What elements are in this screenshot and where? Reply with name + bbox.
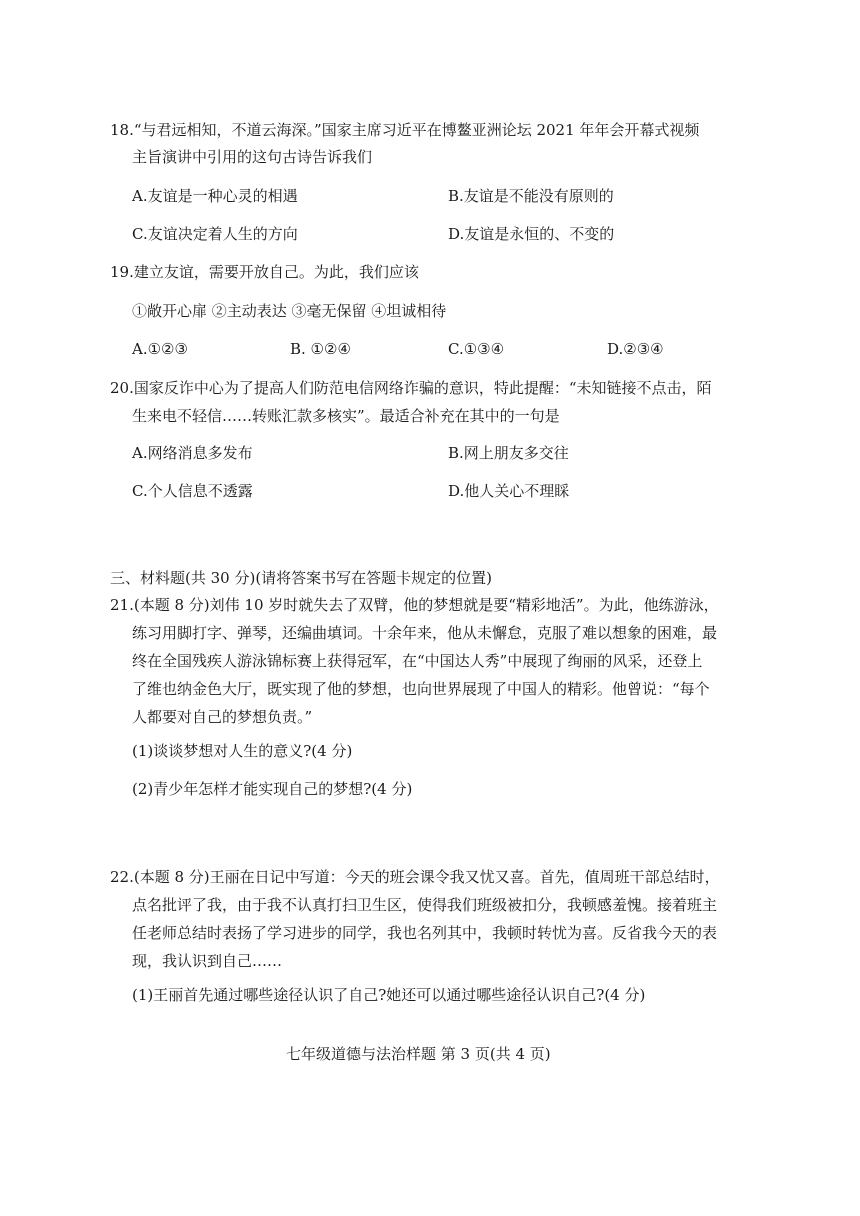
- question-22-text-line-3: 任老师总结时表扬了学习进步的同学，我也名列其中，我顿时转忧为喜。反省我今天的表: [132, 924, 718, 942]
- question-22-text-line-2: 点名批评了我，由于我不认真打扫卫生区，使得我们班级被扣分，我顿感羞愧。接着班主: [132, 896, 718, 914]
- question-21-subquestion-1: (1)谈谈梦想对人生的意义?(4 分): [132, 742, 353, 760]
- question-19-stem: 19.建立友谊，需要开放自己。为此，我们应该: [110, 263, 419, 281]
- question-21-text-line-3: 终在全国残疾人游泳锦标赛上获得冠军，在“中国达人秀”中展现了绚丽的风采，还登上: [132, 652, 703, 670]
- question-18-stem: 18.“与君远相知，不道云海深。”国家主席习近平在博鳌亚洲论坛 2021 年年会开幕式视频: [110, 121, 700, 139]
- question-20-option-d: D.他人关心不理睬: [448, 482, 570, 500]
- question-19-option-c: C.①③④: [448, 340, 505, 358]
- section-3-heading: 三、材料题(共 30 分)(请将答案书写在答题卡规定的位置): [110, 569, 493, 587]
- question-19-option-a: A.①②③: [132, 340, 188, 358]
- question-19-choices: ①敞开心扉 ②主动表达 ③毫无保留 ④坦诚相待: [132, 302, 447, 320]
- question-19-option-b: B. ①②④: [290, 340, 351, 358]
- question-21-text-line-5: 人都要对自己的梦想负责。”: [132, 708, 313, 726]
- page-footer: 七年级道德与法治样题 第 3 页(共 4 页): [286, 1045, 551, 1063]
- question-18-option-b: B.友谊是不能没有原则的: [448, 187, 614, 205]
- question-22-subquestion-1: (1)王丽首先通过哪些途径认识了自己?她还可以通过哪些途径认识自己?(4 分): [132, 986, 646, 1004]
- question-18-stem-continued: 主旨演讲中引用的这句古诗告诉我们: [132, 148, 373, 166]
- question-22-text-line-4: 现，我认识到自己……: [132, 952, 283, 970]
- question-20-option-c: C.个人信息不透露: [132, 482, 253, 500]
- question-20-option-b: B.网上朋友多交往: [448, 444, 569, 462]
- question-22-text-line-1: 22.(本题 8 分)王丽在日记中写道：今天的班会课令我又忧又喜。首先，值周班干部总结时，: [110, 868, 720, 886]
- question-18-option-d: D.友谊是永恒的、不变的: [448, 225, 615, 243]
- question-19-option-d: D.②③④: [607, 340, 664, 358]
- question-20-stem-continued: 生来电不轻信……转账汇款多核实”。最适合补充在其中的一句是: [132, 407, 560, 425]
- question-21-text-line-1: 21.(本题 8 分)刘伟 10 岁时就失去了双臂，他的梦想就是要“精彩地活”。为此，他练游泳，: [110, 596, 719, 614]
- question-20-option-a: A.网络消息多发布: [132, 444, 253, 462]
- question-21-text-line-4: 了维也纳金色大厅，既实现了他的梦想，也向世界展现了中国人的精彩。他曾说：“每个: [132, 680, 710, 698]
- question-21-subquestion-2: (2)青少年怎样才能实现自己的梦想?(4 分): [132, 780, 413, 798]
- question-21-text-line-2: 练习用脚打字、弹琴，还编曲填词。十余年来，他从未懈怠，克服了难以想象的困难，最: [132, 624, 718, 642]
- question-18-option-c: C.友谊决定着人生的方向: [132, 225, 298, 243]
- question-18-option-a: A.友谊是一种心灵的相遇: [132, 187, 298, 205]
- question-20-stem: 20.国家反诈中心为了提高人们防范电信网络诈骗的意识，特此提醒：“未知链接不点击，陌: [110, 379, 712, 397]
